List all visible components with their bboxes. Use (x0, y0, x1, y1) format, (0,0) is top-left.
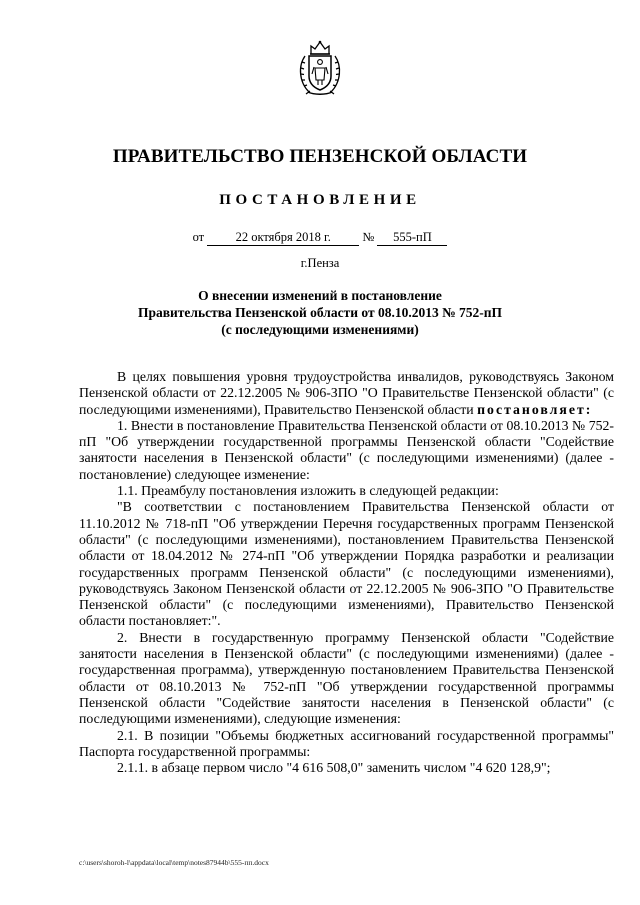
document-type-heading: ПОСТАНОВЛЕНИЕ (219, 192, 421, 208)
subject-line-2: Правительства Пензенской области от 08.10.2013 № 752-пП (137, 305, 503, 320)
document-body (79, 369, 614, 776)
coat-of-arms-emblem (297, 40, 343, 98)
paragraph-item-2-1: 2.1. В позиции "Объемы бюджетных ассигнований государственной программы" Паспорта государственной программы: (79, 727, 614, 759)
intro-keyword: постановляет: (477, 401, 593, 417)
date-prefix: от (192, 230, 205, 244)
document-number: 555-пП (377, 230, 447, 246)
intro-text: В целях повышения уровня трудоустройства инвалидов, руководствуясь Законом Пензенской области от 22.12.2005 № 906-ЗПО "О Правительстве Пензенской области" (с последующими изменениями), Правительство Пензенской области (79, 369, 614, 417)
city-name: г.Пенза (300, 256, 340, 270)
subject-line-3: (с последующими изменениями) (221, 322, 419, 337)
number-prefix: № (362, 230, 375, 244)
file-path-footer: c:\users\shoroh-l\appdata\local\temp\notes87944b\555-пп.docx (79, 858, 269, 867)
document-date: 22 октября 2018 г. (207, 230, 359, 246)
paragraph-item-2: 2. Внести в государственную программу Пензенской области "Содействие занятости населения в Пензенской области" (с последующими изменениями) (далее - государственная программа), утвержденную постановлением Правительства Пензенской области от 08.10.2013 № 752-пП "Об утверждении государственной программы Пензенской области "Содействие занятости населения в Пензенской области" (с последующими изменениями), следующие изменения: (79, 629, 614, 727)
organization-title: ПРАВИТЕЛЬСТВО ПЕНЗЕНСКОЙ ОБЛАСТИ (112, 146, 528, 167)
paragraph-item-1: 1. Внести в постановление Правительства Пензенской области от 08.10.2013 № 752-пП "Об утверждении государственной программы Пензенской области "Содействие занятости населения в Пензенской области" (с последующими изменениями) (далее - постановление) следующее изменение: (79, 417, 614, 482)
date-number-line (0, 230, 640, 246)
paragraph-item-2-1-1: 2.1.1. в абзаце первом число "4 616 508,0" заменить числом "4 620 128,9"; (117, 760, 551, 776)
paragraph-quote: "В соответствии с постановлением Правительства Пензенской области от 11.10.2012 № 718-пП "Об утверждении Перечня государственных программ Пензенской области" (с последующими изменениями), постановлением Правительства Пензенской области от 18.04.2012 № 274-пП "Об утверждении Порядка разработки и реализации государственных программ Пензенской области" (с последующими изменениями), руководствуясь Законом Пензенской области от 22.12.2005 № 906-ЗПО "О Правительстве Пензенской области" (с последующими изменениями), Правительство Пензенской области постановляет:". (79, 499, 614, 629)
intro-paragraph (79, 369, 614, 418)
document-subject (0, 287, 640, 338)
subject-line-1: О внесении изменений в постановление (198, 288, 442, 303)
paragraph-item-1-1: 1.1. Преамбулу постановления изложить в следующей редакции: (117, 483, 499, 499)
